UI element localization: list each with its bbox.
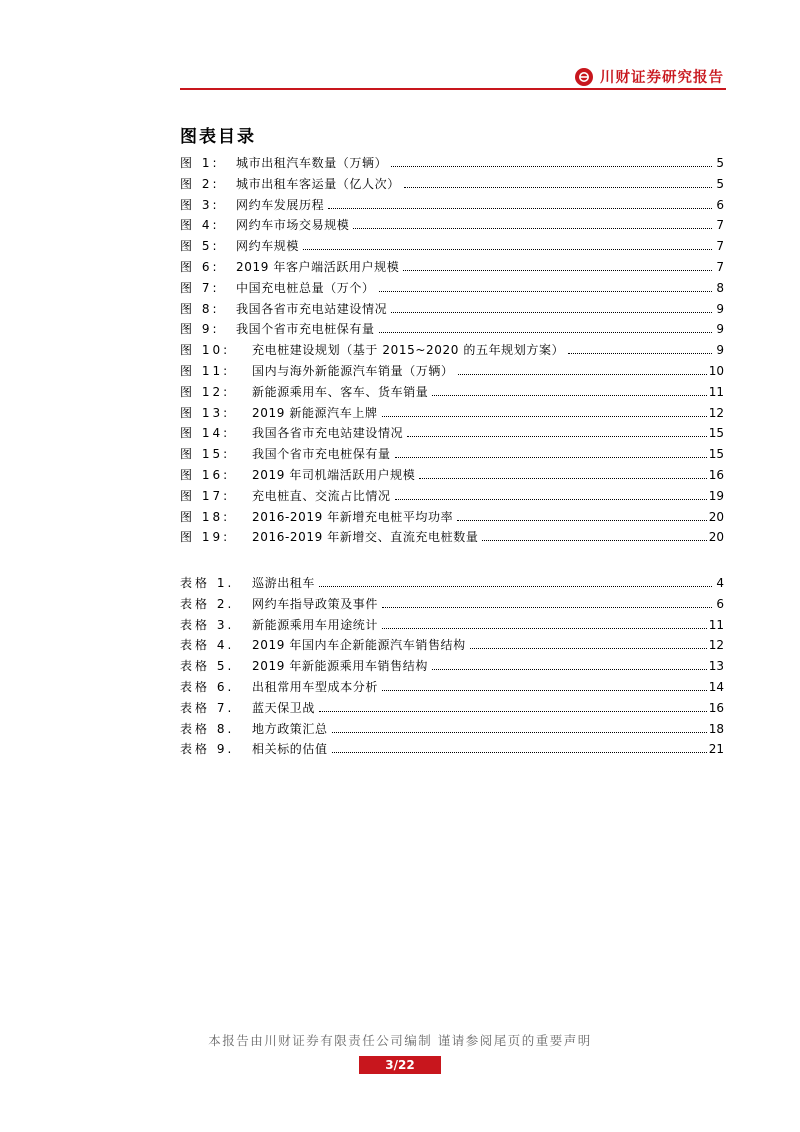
- toc-entry-label: 图 4:: [180, 218, 220, 233]
- toc-entry-page[interactable]: 11: [708, 617, 724, 632]
- toc-entry-title[interactable]: 地方政策汇总: [252, 721, 328, 736]
- toc-entry-page[interactable]: 5: [716, 176, 724, 191]
- toc-entry-title[interactable]: 网约车市场交易规模: [236, 218, 350, 233]
- figure-toc-row[interactable]: [180, 360, 724, 381]
- table-toc-row[interactable]: [180, 572, 724, 593]
- toc-entry-label: 图 18:: [180, 509, 231, 524]
- toc-entry-title[interactable]: 我国各省市充电站建设情况: [252, 426, 404, 441]
- figure-toc-row[interactable]: [180, 526, 724, 547]
- toc-entry-title[interactable]: 网约车规模: [236, 239, 300, 254]
- dot-leader: [379, 318, 712, 333]
- toc-entry-label: 图 2:: [180, 176, 220, 191]
- dot-leader: [568, 339, 712, 354]
- figure-toc-row[interactable]: [180, 402, 724, 423]
- toc-entry-label: 表格 8.: [180, 721, 235, 736]
- dot-leader: [432, 381, 706, 396]
- toc-entry-label: 图 8:: [180, 301, 220, 316]
- dot-leader: [391, 298, 712, 313]
- toc-entry-title[interactable]: 城市出租车客运量（亿人次）: [236, 176, 400, 191]
- table-toc-row[interactable]: [180, 697, 724, 718]
- toc-entry-page[interactable]: 6: [716, 596, 724, 611]
- toc-entry-title[interactable]: 2016-2019 年新增交、直流充电桩数量: [252, 530, 479, 545]
- toc-entry-title[interactable]: 充电桩建设规划（基于 2015~2020 的五年规划方案）: [252, 343, 565, 358]
- toc-entry-page[interactable]: 20: [708, 509, 724, 524]
- toc-entry-label: 图 7:: [180, 280, 220, 295]
- dot-leader: [319, 572, 712, 587]
- toc-entry-title[interactable]: 网约车发展历程: [236, 197, 325, 212]
- toc-entry-page[interactable]: 16: [708, 700, 724, 715]
- toc-entry-label: 图 5:: [180, 239, 220, 254]
- toc-entry-label: 图 1:: [180, 156, 220, 170]
- toc-entry-page[interactable]: 7: [716, 239, 724, 254]
- toc-entry-title[interactable]: 国内与海外新能源汽车销量（万辆）: [252, 363, 454, 378]
- toc-entry-label: 表格 9.: [180, 742, 235, 757]
- figure-toc-row[interactable]: [180, 339, 724, 360]
- table-toc-row[interactable]: [180, 676, 724, 697]
- toc-entry-page[interactable]: 21: [708, 742, 724, 757]
- figure-toc-row[interactable]: [180, 173, 724, 194]
- toc-entry-title[interactable]: 蓝天保卫战: [252, 700, 316, 715]
- figure-toc-row[interactable]: [180, 485, 724, 506]
- figure-toc-row[interactable]: [180, 443, 724, 464]
- toc-entry-label: 图 14:: [180, 426, 231, 441]
- toc-entry-page[interactable]: 15: [708, 426, 724, 441]
- dot-leader: [382, 593, 712, 608]
- toc-entry-page[interactable]: 10: [708, 363, 724, 378]
- header-brand: [575, 66, 724, 87]
- table-toc-row[interactable]: [180, 614, 724, 635]
- toc-entry-title[interactable]: 新能源乘用车、客车、货车销量: [252, 384, 429, 399]
- toc-entry-title[interactable]: 中国充电桩总量（万个）: [236, 280, 375, 295]
- dot-leader: [382, 676, 707, 691]
- toc-entry-label: 图 15:: [180, 447, 231, 462]
- toc-entry-label: 表格 3.: [180, 617, 235, 632]
- table-toc-row[interactable]: [180, 655, 724, 676]
- page-number-badge: 3/22: [359, 1056, 441, 1074]
- figure-toc-row[interactable]: [180, 318, 724, 339]
- toc-entry-label: 表格 6.: [180, 679, 235, 694]
- toc-entry-page[interactable]: 12: [708, 405, 724, 420]
- toc-entry-page[interactable]: 5: [716, 156, 724, 170]
- dot-leader: [328, 194, 712, 209]
- figures-list: [180, 152, 724, 547]
- tables-list: [180, 572, 724, 759]
- figure-toc-row[interactable]: [180, 464, 724, 485]
- toc-entry-title[interactable]: 2019 年新能源乘用车销售结构: [252, 659, 428, 674]
- toc-entry-title[interactable]: 2019 新能源汽车上牌: [252, 405, 378, 420]
- toc-entry-page[interactable]: 9: [716, 301, 724, 316]
- dot-leader: [332, 738, 707, 753]
- figure-toc-row[interactable]: [180, 194, 724, 215]
- table-toc-row[interactable]: [180, 738, 724, 759]
- toc-entry-page[interactable]: 9: [716, 322, 724, 337]
- dot-leader: [395, 485, 707, 500]
- dot-leader: [391, 152, 712, 167]
- figure-toc-row[interactable]: [180, 381, 724, 402]
- page-title: 图表目录: [180, 127, 256, 147]
- toc-entry-page[interactable]: 11: [708, 384, 724, 399]
- dot-leader: [458, 360, 707, 375]
- dot-leader: [303, 235, 712, 250]
- dot-leader: [470, 634, 707, 649]
- toc-entry-title[interactable]: 2016-2019 年新增充电桩平均功率: [252, 509, 454, 524]
- toc-entry-title[interactable]: 网约车指导政策及事件: [252, 596, 379, 611]
- toc-entry-page[interactable]: 8: [716, 280, 724, 295]
- figure-toc-row[interactable]: [180, 506, 724, 527]
- figure-toc-row[interactable]: [180, 235, 724, 256]
- toc-entry-label: 图 16:: [180, 467, 231, 482]
- figure-toc-row[interactable]: [180, 214, 724, 235]
- toc-entry-label: 表格 5.: [180, 659, 235, 674]
- table-toc-row[interactable]: [180, 634, 724, 655]
- toc-entry-page[interactable]: 7: [716, 259, 724, 274]
- toc-entry-page[interactable]: 6: [716, 197, 724, 212]
- toc-entry-label: 图 10:: [180, 343, 231, 358]
- dot-leader: [379, 277, 712, 292]
- toc-entry-title[interactable]: 我国个省市充电桩保有量: [236, 322, 375, 337]
- dot-leader: [403, 256, 712, 271]
- dot-leader: [404, 173, 712, 188]
- toc-entry-page[interactable]: 20: [708, 530, 724, 545]
- toc-entry-page[interactable]: 19: [708, 488, 724, 503]
- table-toc-row[interactable]: [180, 593, 724, 614]
- toc-entry-label: 图 9:: [180, 322, 220, 337]
- toc-entry-page[interactable]: 15: [708, 447, 724, 462]
- dot-leader: [382, 402, 707, 417]
- toc-entry-label: 表格 1.: [180, 576, 235, 590]
- toc-entry-page[interactable]: 16: [708, 467, 724, 482]
- toc-entry-title[interactable]: 我国个省市充电桩保有量: [252, 447, 391, 462]
- toc-entry-page[interactable]: 9: [716, 343, 724, 358]
- toc-entry-page[interactable]: 7: [716, 218, 724, 233]
- figure-toc-row[interactable]: [180, 152, 724, 173]
- dot-leader: [407, 422, 707, 437]
- dot-leader: [353, 214, 712, 229]
- toc-entry-title[interactable]: 我国各省市充电站建设情况: [236, 301, 388, 316]
- toc-entry-title[interactable]: 新能源乘用车用途统计: [252, 617, 379, 632]
- brand-name: 川财证券研究报告: [600, 70, 724, 86]
- toc-entry-label: 图 3:: [180, 197, 220, 212]
- toc-entry-page[interactable]: 13: [708, 659, 724, 674]
- toc-entry-page[interactable]: 4: [716, 576, 724, 590]
- figure-toc-row[interactable]: [180, 422, 724, 443]
- toc-entry-label: 图 17:: [180, 488, 231, 503]
- dot-leader: [457, 506, 706, 521]
- toc-entry-page[interactable]: 18: [708, 721, 724, 736]
- toc-entry-title[interactable]: 2019 年国内车企新能源汽车销售结构: [252, 638, 466, 653]
- toc-entry-title[interactable]: 城市出租汽车数量（万辆）: [236, 156, 388, 170]
- toc-entry-title[interactable]: 相关标的估值: [252, 742, 328, 757]
- dot-leader: [482, 526, 706, 541]
- brand-logo-icon: [575, 68, 593, 86]
- table-toc-row[interactable]: [180, 718, 724, 739]
- toc-entry-label: 图 19:: [180, 530, 231, 545]
- header-divider: [180, 88, 726, 90]
- figure-toc-row[interactable]: [180, 256, 724, 277]
- dot-leader: [395, 443, 707, 458]
- toc-entry-title[interactable]: 2019 年司机端活跃用户规模: [252, 467, 416, 482]
- toc-entry-label: 图 12:: [180, 384, 231, 399]
- toc-entry-page[interactable]: 12: [708, 638, 724, 653]
- dot-leader: [332, 718, 707, 733]
- dot-leader: [319, 697, 707, 712]
- figure-toc-row[interactable]: [180, 298, 724, 319]
- dot-leader: [419, 464, 706, 479]
- toc-entry-title[interactable]: 巡游出租车: [252, 576, 316, 590]
- toc-entry-title[interactable]: 2019 年客户端活跃用户规模: [236, 259, 400, 274]
- toc-entry-label: 表格 7.: [180, 700, 235, 715]
- toc-entry-label: 图 6:: [180, 259, 220, 274]
- toc-entry-label: 图 11:: [180, 363, 231, 378]
- footer-disclaimer: 本报告由川财证券有限责任公司编制 谨请参阅尾页的重要声明: [208, 1033, 592, 1048]
- dot-leader: [432, 655, 707, 670]
- dot-leader: [382, 614, 707, 629]
- toc-entry-title[interactable]: 出租常用车型成本分析: [252, 679, 379, 694]
- figure-toc-row[interactable]: [180, 277, 724, 298]
- toc-entry-label: 表格 2.: [180, 596, 235, 611]
- toc-entry-title[interactable]: 充电桩直、交流占比情况: [252, 488, 391, 503]
- toc-entry-label: 图 13:: [180, 405, 231, 420]
- toc-entry-label: 表格 4.: [180, 638, 235, 653]
- toc-entry-page[interactable]: 14: [708, 679, 724, 694]
